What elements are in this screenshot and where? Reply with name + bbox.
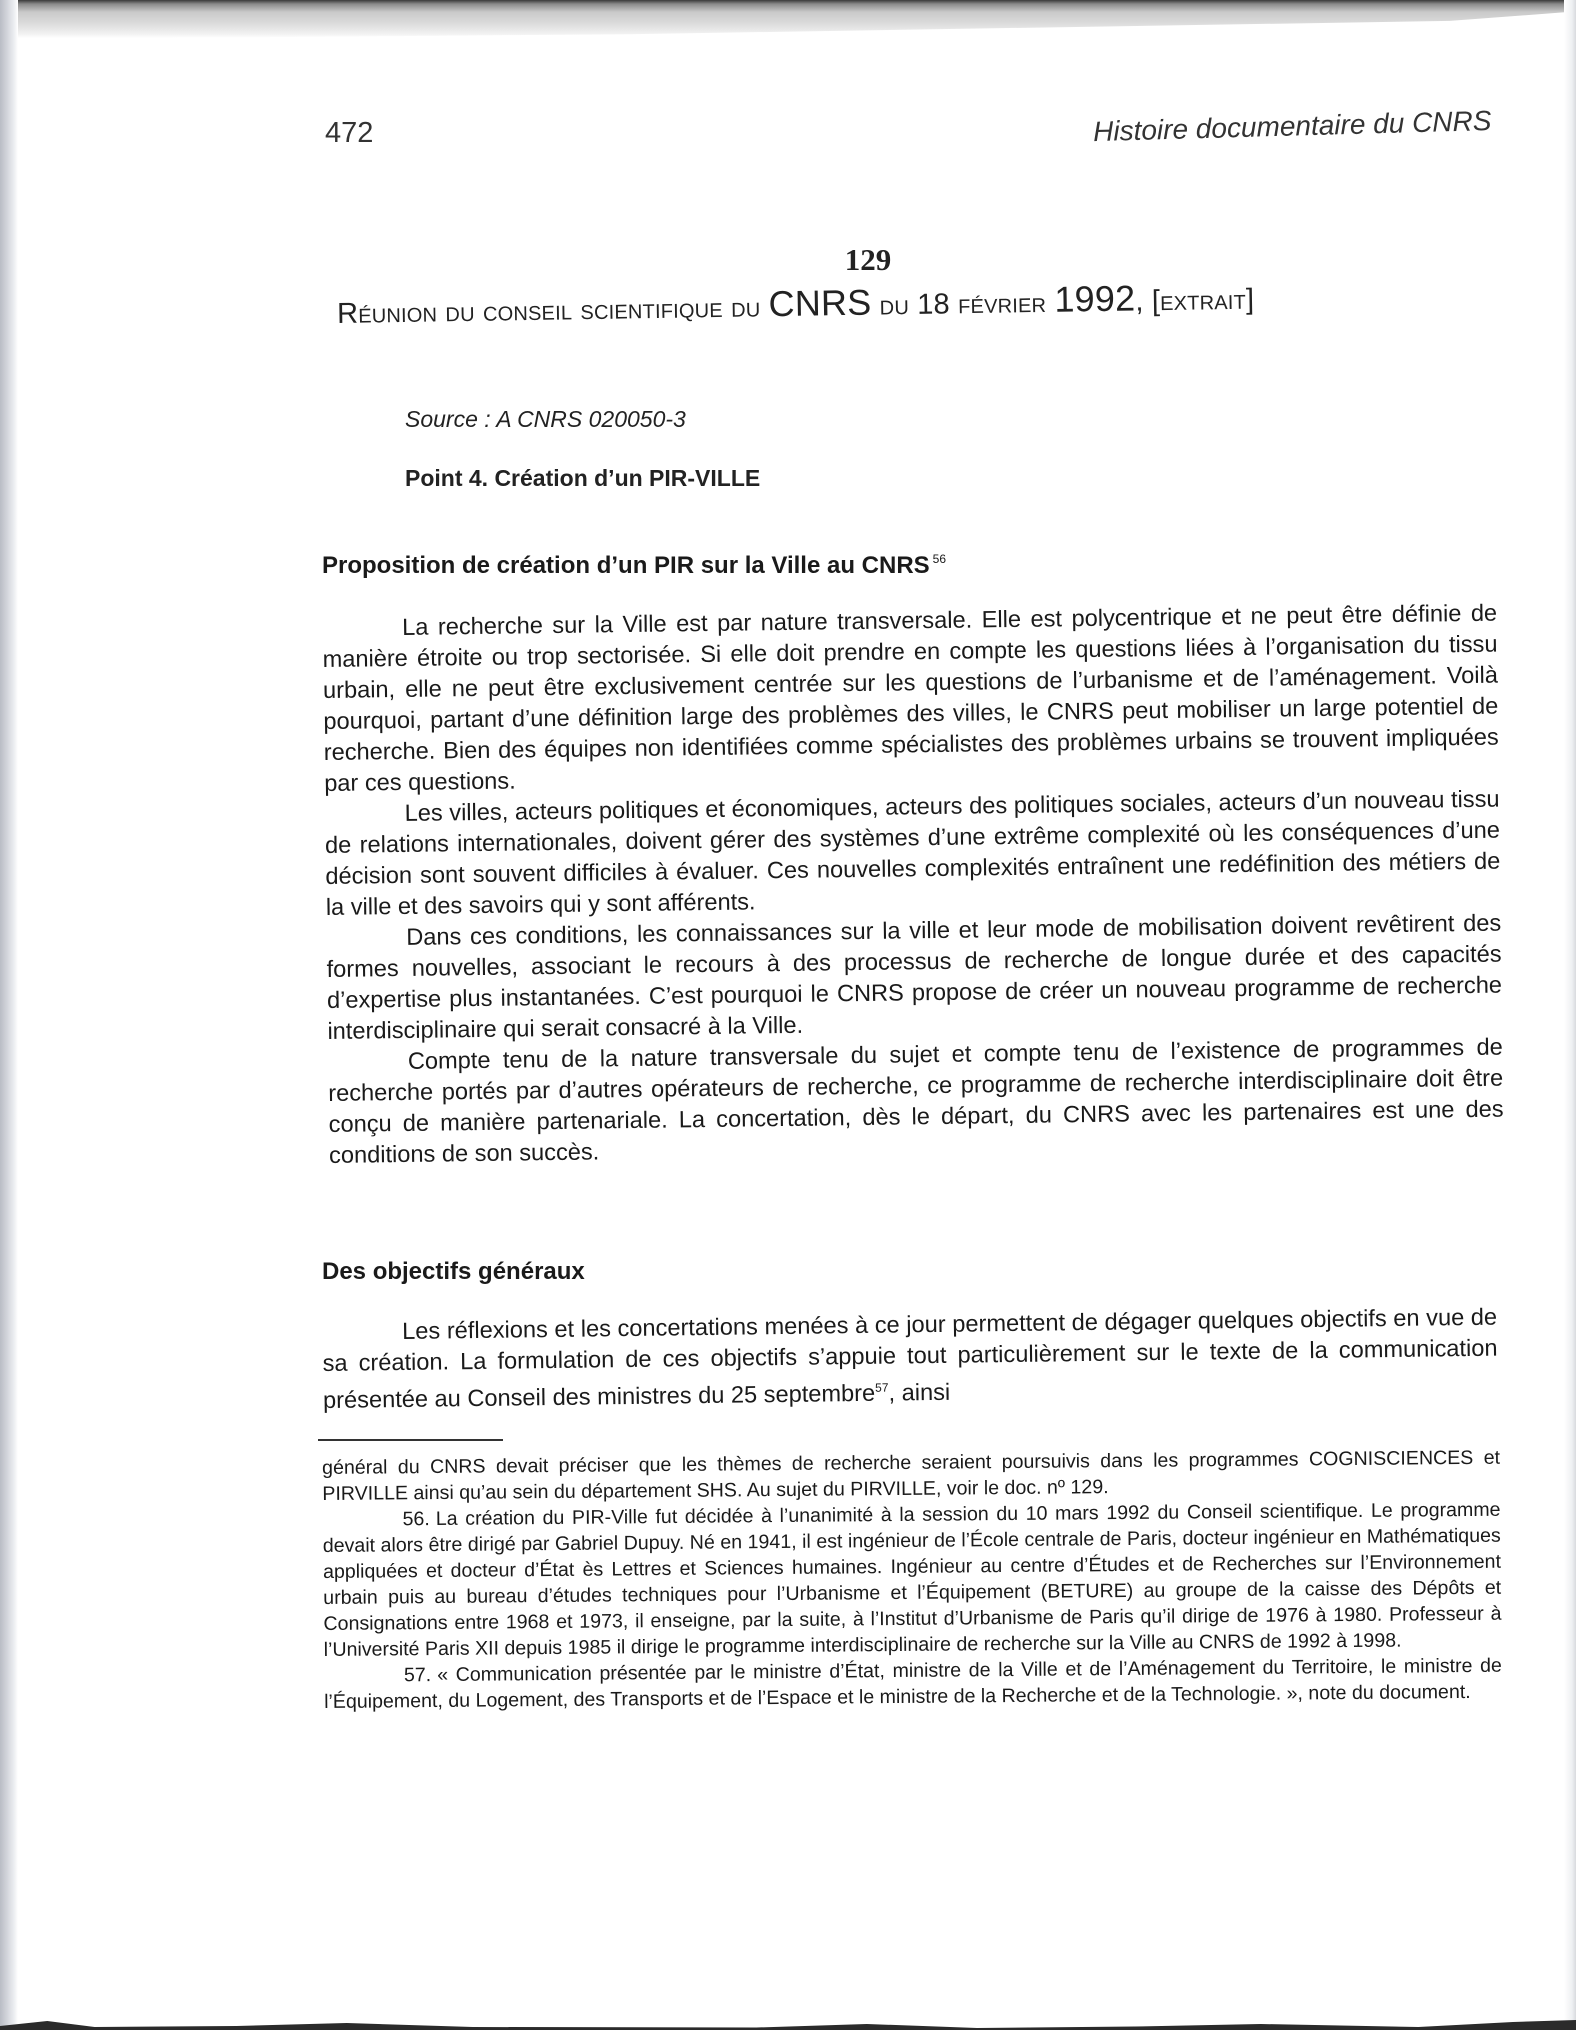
footnote-ref: 57 bbox=[875, 1380, 889, 1395]
scan-bottom-edge bbox=[0, 2020, 1576, 2030]
footnote-number: 56. bbox=[402, 1508, 430, 1531]
footnote-text: « Communication présentée par le ministre d’État, ministre de la Ville et de l’Aménagement du Territoire, le ministre de l’Équipement, du Logement, des Transports et de l’Espace et le ministre de la Recherche et de la Technologie. », note du document. bbox=[324, 1654, 1502, 1713]
scan-right-edge bbox=[1564, 0, 1576, 2030]
paragraph: Les villes, acteurs politiques et économiques, acteurs des politiques sociales, acteurs d’un nouveau tissu de relations internationales, doivent gérer des systèmes d’une extrême complexité où les conséquences d’une décision sont souvent difficiles à évaluer. Ces nouvelles complexités entraînent une redéfinition des métiers de la ville et des savoirs qui y sont afférents. bbox=[324, 786, 1501, 921]
footnote-text: La création du PIR-Ville fut décidée à l’unanimité à la session du 10 mars 1992 du Conseil scientifique. Le programme devait alors être dirigé par Gabriel Dupuy. Né en 1941, il est ingénieur de l’École centrale de Paris, docteur ingénieur en Mathématiques appliquées et docteur d’État ès Lettres et Sciences humaines. Ingénieur au centre d’Études et de Recherches sur l’Environnement urbain puis au bureau d’études techniques pour l’Urbanisme et l’Équipement (BETURE) au groupe de la caisse des Dépôts et Consignations entre 1968 et 1973, il enseigne, par la suite, à l’Institut d’Urbanisme de Paris qu’il dirige de 1976 à 1980. Professeur à l’Université Paris XII depuis 1985 il dirige le programme interdisciplinaire de recherche sur la Ville au CNRS de 1992 à 1998. bbox=[322, 1498, 1502, 1661]
footnotes bbox=[322, 1445, 1502, 1715]
footnote-separator bbox=[318, 1439, 503, 1441]
footnote-continuation: général du CNRS devait préciser que les thèmes de recherche seraient poursuivis dans les programmes COGNISCIENCES et PIRVILLE ainsi qu’au sein du département SHS. Au sujet du PIRVILLE, voir le doc. nº 129. bbox=[322, 1446, 1501, 1505]
footnote-number: 57. bbox=[403, 1664, 432, 1687]
paragraph-text: , ainsi bbox=[888, 1379, 951, 1407]
title-part: Réunion du conseil scientifique du bbox=[336, 291, 769, 330]
title-part: CNRS bbox=[768, 281, 872, 325]
title-part: 1992 bbox=[1054, 277, 1136, 320]
section-heading-text: Des objectifs généraux bbox=[322, 1258, 585, 1285]
paragraph: Dans ces conditions, les connaissances sur la ville et leur mode de mobilisation doivent revêtirent des formes nouvelles, associant le recours à des processus de recherche de longue durée et des capacités d’expertise plus instantanées. C’est pourquoi le CNRS propose de créer un nouveau programme de recherche interdisciplinaire qui serait consacré à la Ville. bbox=[326, 910, 1503, 1045]
title-part: , [extrait] bbox=[1135, 283, 1255, 318]
section-body bbox=[322, 1303, 1498, 1417]
section-heading bbox=[322, 1258, 585, 1286]
section-body bbox=[322, 599, 1504, 1172]
footnote-ref: 56 bbox=[932, 552, 947, 566]
running-head: Histoire documentaire du CNRS bbox=[1092, 105, 1492, 148]
paragraph bbox=[322, 1303, 1498, 1417]
source-line: Source : A CNRS 020050-3 bbox=[405, 406, 686, 432]
scan-left-edge bbox=[0, 0, 18, 2030]
page-number: 472 bbox=[325, 117, 374, 149]
scan-top-edge bbox=[0, 0, 1576, 38]
footnote bbox=[324, 1653, 1502, 1715]
point-heading: Point 4. Création d’un PIR-VILLE bbox=[405, 465, 761, 491]
paragraph: La recherche sur la Ville est par nature transversale. Elle est polycentrique et ne peut être définie de manière étroite ou trop sectorisée. Si elle doit prendre en compte les questions liées à l’organisation du tissu urbain, elle ne peut être exclusivement centrée sur les questions de l’urbanisme et de l’aménagement. Voilà pourquoi, partant d’une définition large des problèmes des villes, le CNRS peut mobiliser un large potentiel de recherche. Bien des équipes non identifiées comme spécialistes des problèmes urbains se trouvent impliquées par ces questions. bbox=[322, 600, 1499, 797]
paragraph-text: Les réflexions et les concertations menées à ce jour permettent de dégager quelques objectifs en vue de sa création. La formulation de ces objectifs s’appuie tout particulièrement sur le texte de la communication présentée au Conseil des ministres du 25 septembre bbox=[322, 1304, 1498, 1414]
document-title bbox=[337, 276, 1255, 332]
section-heading bbox=[322, 552, 946, 580]
paragraph: Compte tenu de la nature transversale du sujet et compte tenu de l’existence de programmes de recherche portés par d’autres opérateurs de recherche, ce programme de recherche interdisciplinaire doit être conçu de manière partenariale. La concertation, dès le départ, du CNRS avec les partenaires est une des conditions de son succès. bbox=[328, 1034, 1504, 1169]
title-part: du 18 février bbox=[871, 286, 1055, 322]
section-heading-text: Proposition de création d’un PIR sur la Ville au CNRS bbox=[322, 552, 930, 579]
document-number: 129 bbox=[844, 242, 892, 277]
footnote bbox=[322, 1497, 1501, 1663]
